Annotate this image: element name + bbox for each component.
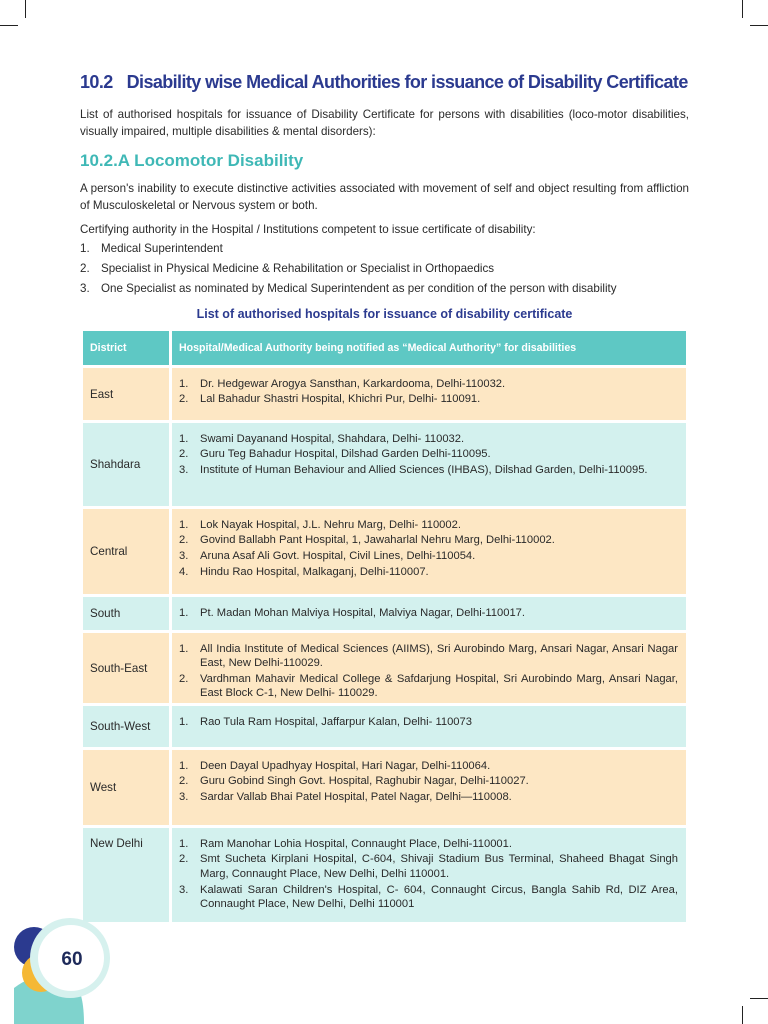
item-number: 2. xyxy=(179,775,189,788)
list-item: 3. One Specialist as nominated by Medical Superintendent as per condition of the person with disability xyxy=(80,282,617,295)
item-number: 2. xyxy=(179,853,189,866)
section-number: 10.2 xyxy=(80,72,113,92)
list-item xyxy=(179,672,678,701)
hospital-name: Vardhman Mahavir Medical College & Safdarjung Hospital, Sri Aurobindo Marg, Ansari Nagar, East Block C-1, New Delhi- 110029. xyxy=(200,672,678,700)
hospital-cell xyxy=(172,706,686,747)
hospital-name: Pt. Madan Mohan Malviya Hospital, Malviya Nagar, Delhi-110017. xyxy=(200,606,526,619)
item-number: 1. xyxy=(179,377,189,390)
list-item xyxy=(179,447,678,461)
crop-mark xyxy=(742,0,743,18)
hospital-name: Aruna Asaf Ali Govt. Hospital, Civil Lines, Delhi-110054. xyxy=(200,550,476,563)
list-item xyxy=(179,377,678,391)
page-number: 60 xyxy=(61,949,83,970)
district-cell: South-East xyxy=(83,633,169,703)
hospital-list xyxy=(179,606,678,620)
item-number: 1. xyxy=(179,606,189,619)
section-title xyxy=(80,72,700,93)
crop-mark xyxy=(0,25,18,26)
hospital-cell xyxy=(172,423,686,506)
item-number: 2. xyxy=(179,534,189,547)
hospital-name: All India Institute of Medical Sciences (AIIMS), Sri Aurobindo Marg, Ansari Nagar, Ansari Nagar East, New Delhi-110029. xyxy=(200,642,678,669)
hospital-list xyxy=(179,642,678,701)
item-number: 3. xyxy=(179,791,189,804)
district-cell: Shahdara xyxy=(83,423,169,506)
hospital-name: Sardar Vallab Bhai Patel Hospital, Patel Nagar, Delhi—110008. xyxy=(200,791,512,804)
item-number: 1. xyxy=(179,432,189,445)
district-cell: West xyxy=(83,750,169,825)
hospital-cell xyxy=(172,633,686,703)
table-row xyxy=(83,597,686,630)
district-cell: South-West xyxy=(83,706,169,747)
list-item xyxy=(179,883,678,912)
district-cell: South xyxy=(83,597,169,630)
district-cell: New Delhi xyxy=(83,828,169,922)
item-number: 3. xyxy=(179,464,189,477)
header-hospital: Hospital/Medical Authority being notified as “Medical Authority” for disabilities xyxy=(172,331,686,365)
list-item xyxy=(179,549,678,563)
item-number: 1. xyxy=(179,715,189,728)
table-caption: List of authorised hospitals for issuance of disability certificate xyxy=(196,307,573,321)
table-row xyxy=(83,706,686,747)
list-item xyxy=(179,774,678,788)
list-item xyxy=(179,432,678,446)
hospital-name: Hindu Rao Hospital, Malkaganj, Delhi-110007. xyxy=(200,566,429,579)
hospital-cell xyxy=(172,597,686,630)
hospital-name: Guru Teg Bahadur Hospital, Dilshad Garden Delhi-110095. xyxy=(200,448,491,461)
hospital-name: Ram Manohar Lohia Hospital, Connaught Place, Delhi-110001. xyxy=(200,837,512,850)
subsection-title: 10.2.A Locomotor Disability xyxy=(80,151,304,170)
item-number: 3. xyxy=(179,550,189,563)
hospital-list xyxy=(179,377,678,407)
table-row xyxy=(83,828,686,922)
table-row xyxy=(83,633,686,703)
list-item xyxy=(179,565,678,579)
item-number: 4. xyxy=(179,566,189,579)
crop-mark xyxy=(750,998,768,999)
hospital-cell xyxy=(172,828,686,922)
hospital-name: Deen Dayal Upadhyay Hospital, Hari Nagar, Delhi-110064. xyxy=(200,759,491,772)
list-item xyxy=(179,759,678,773)
hospital-name: Swami Dayanand Hospital, Shahdara, Delhi- 110032. xyxy=(200,432,465,445)
district-cell: East xyxy=(83,368,169,420)
table-row xyxy=(83,509,686,594)
authority-intro: Certifying authority in the Hospital / Institutions competent to issue certificate of disability: xyxy=(80,223,536,236)
item-number: 2. xyxy=(179,393,189,406)
item-number: 3. xyxy=(179,883,189,896)
hospital-name: Guru Gobind Singh Govt. Hospital, Raghubir Nagar, Delhi-110027. xyxy=(200,775,529,788)
list-item xyxy=(179,518,678,532)
list-item: 2. Specialist in Physical Medicine & Rehabilitation or Specialist in Orthopaedics xyxy=(80,262,495,275)
district-cell: Central xyxy=(83,509,169,594)
list-item: 1. Medical Superintendent xyxy=(80,242,223,255)
hospital-name: Govind Ballabh Pant Hospital, 1, Jawaharlal Nehru Marg, Delhi-110002. xyxy=(200,534,555,547)
page-corner-decoration xyxy=(0,918,140,1024)
list-item xyxy=(179,790,678,804)
hospital-table xyxy=(83,331,686,925)
item-number: 1. xyxy=(179,642,189,655)
hospital-name: Institute of Human Behaviour and Allied Sciences (IHBAS), Dilshad Garden, Delhi-110095. xyxy=(200,464,648,477)
hospital-cell xyxy=(172,509,686,594)
header-district: District xyxy=(83,331,169,365)
list-item xyxy=(179,463,678,477)
hospital-list xyxy=(179,837,678,912)
definition-paragraph: A person's inability to execute distinctive activities associated with movement of self and object resulting from affliction of Musculoskeletal or Nervous system or both. xyxy=(80,182,689,212)
hospital-cell xyxy=(172,750,686,825)
item-number: 1. xyxy=(179,759,189,772)
section-intro: List of authorised hospitals for issuance of Disability Certificate for persons with disabilities (loco-motor disabilities, visually impaired, multiple disabilities & mental disorders): xyxy=(80,108,689,138)
list-item xyxy=(179,533,678,547)
crop-mark xyxy=(742,1006,743,1024)
hospital-list xyxy=(179,715,678,729)
hospital-name: Dr. Hedgewar Arogya Sansthan, Karkardooma, Delhi-110032. xyxy=(200,377,506,390)
list-item xyxy=(179,715,678,729)
list-item xyxy=(179,642,678,671)
hospital-list xyxy=(179,518,678,580)
crop-mark xyxy=(25,0,26,18)
authority-list xyxy=(80,240,689,300)
list-item xyxy=(179,852,678,881)
list-item xyxy=(179,606,678,620)
item-number: 1. xyxy=(179,837,189,850)
hospital-name: Kalawati Saran Children's Hospital, C- 604, Connaught Circus, Bangla Sahib Rd, DIZ Area, Connaught Place, New Delhi, Delhi 110001 xyxy=(200,883,678,911)
item-number: 1. xyxy=(179,518,189,531)
crop-mark xyxy=(750,25,768,26)
hospital-list xyxy=(179,759,678,805)
table-row xyxy=(83,368,686,420)
table-header-row xyxy=(83,331,686,365)
hospital-name: Smt Sucheta Kirplani Hospital, C-604, Shivaji Stadium Bus Terminal, Shaheed Bhagat Singh Marg, Connaught Place, New Delhi, Delhi 110001. xyxy=(200,853,678,880)
table-row xyxy=(83,750,686,825)
list-item xyxy=(179,392,678,406)
hospital-name: Lal Bahadur Shastri Hospital, Khichri Pur, Delhi- 110091. xyxy=(200,393,481,406)
hospital-cell xyxy=(172,368,686,420)
hospital-name: Rao Tula Ram Hospital, Jaffarpur Kalan, Delhi- 110073 xyxy=(200,715,472,728)
section-title-text: Disability wise Medical Authorities for issuance of Disability Certificate xyxy=(126,72,688,92)
item-number: 2. xyxy=(179,672,189,685)
hospital-name: Lok Nayak Hospital, J.L. Nehru Marg, Delhi- 110002. xyxy=(200,518,461,531)
list-item xyxy=(179,837,678,851)
table-row xyxy=(83,423,686,506)
hospital-list xyxy=(179,432,678,478)
item-number: 2. xyxy=(179,448,189,461)
